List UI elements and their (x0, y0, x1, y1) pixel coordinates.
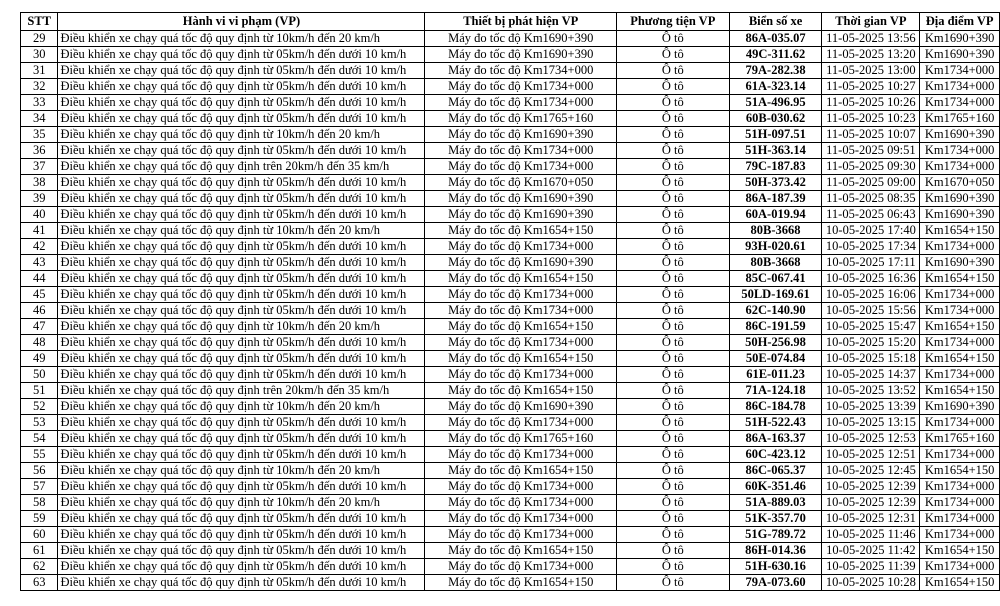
table-row (21, 175, 1000, 191)
cell-time: 10-05-2025 13:39 (822, 399, 920, 415)
header-stt: STT (21, 13, 58, 31)
cell-stt: 46 (21, 303, 58, 319)
cell-time: 11-05-2025 06:43 (822, 207, 920, 223)
cell-location: Km1734+000 (920, 511, 1000, 527)
cell-vehicle-type: Ô tô (617, 271, 730, 287)
table-row (21, 479, 1000, 495)
cell-device: Máy đo tốc độ Km1734+000 (425, 495, 617, 511)
cell-stt: 63 (21, 575, 58, 591)
cell-stt: 36 (21, 143, 58, 159)
cell-location: Km1654+150 (920, 383, 1000, 399)
table-row (21, 351, 1000, 367)
table-row (21, 63, 1000, 79)
table-row (21, 335, 1000, 351)
cell-device: Máy đo tốc độ Km1690+390 (425, 207, 617, 223)
cell-violation: Điều khiển xe chạy quá tốc độ quy định từ 05km/h đến dưới 10 km/h (58, 79, 425, 95)
cell-violation: Điều khiển xe chạy quá tốc độ quy định từ 05km/h đến dưới 10 km/h (58, 47, 425, 63)
table-row (21, 223, 1000, 239)
cell-device: Máy đo tốc độ Km1734+000 (425, 479, 617, 495)
violation-table (20, 12, 1000, 591)
cell-vehicle-type: Ô tô (617, 367, 730, 383)
cell-vehicle-type: Ô tô (617, 335, 730, 351)
cell-vehicle-type: Ô tô (617, 79, 730, 95)
cell-device: Máy đo tốc độ Km1734+000 (425, 511, 617, 527)
cell-plate: 51H-630.16 (729, 559, 822, 575)
cell-device: Máy đo tốc độ Km1690+390 (425, 127, 617, 143)
cell-vehicle-type: Ô tô (617, 31, 730, 47)
cell-location: Km1734+000 (920, 447, 1000, 463)
header-plate: Biển số xe (729, 13, 822, 31)
cell-stt: 40 (21, 207, 58, 223)
table-header (21, 13, 1000, 31)
cell-stt: 54 (21, 431, 58, 447)
cell-location: Km1734+000 (920, 287, 1000, 303)
cell-location: Km1690+390 (920, 191, 1000, 207)
cell-violation: Điều khiển xe chạy quá tốc độ quy định từ 05km/h đến dưới 10 km/h (58, 479, 425, 495)
cell-plate: 61A-323.14 (729, 79, 822, 95)
table-row (21, 159, 1000, 175)
cell-vehicle-type: Ô tô (617, 143, 730, 159)
cell-stt: 30 (21, 47, 58, 63)
cell-violation: Điều khiển xe chạy quá tốc độ quy định từ 10km/h đến 20 km/h (58, 399, 425, 415)
cell-time: 10-05-2025 12:39 (822, 479, 920, 495)
table-row (21, 559, 1000, 575)
cell-vehicle-type: Ô tô (617, 527, 730, 543)
cell-stt: 34 (21, 111, 58, 127)
cell-vehicle-type: Ô tô (617, 431, 730, 447)
cell-device: Máy đo tốc độ Km1734+000 (425, 303, 617, 319)
cell-time: 11-05-2025 10:07 (822, 127, 920, 143)
cell-device: Máy đo tốc độ Km1690+390 (425, 191, 617, 207)
cell-violation: Điều khiển xe chạy quá tốc độ quy định từ 05km/h đến dưới 10 km/h (58, 175, 425, 191)
cell-device: Máy đo tốc độ Km1654+150 (425, 463, 617, 479)
cell-device: Máy đo tốc độ Km1690+390 (425, 47, 617, 63)
cell-time: 11-05-2025 09:00 (822, 175, 920, 191)
cell-plate: 86H-014.36 (729, 543, 822, 559)
cell-plate: 50E-074.84 (729, 351, 822, 367)
cell-plate: 86C-184.78 (729, 399, 822, 415)
cell-location: Km1690+390 (920, 127, 1000, 143)
cell-plate: 93H-020.61 (729, 239, 822, 255)
cell-plate: 86C-065.37 (729, 463, 822, 479)
cell-location: Km1654+150 (920, 319, 1000, 335)
cell-stt: 31 (21, 63, 58, 79)
violation-table-container (20, 12, 1000, 591)
cell-violation: Điều khiển xe chạy quá tốc độ quy định từ 05km/h đến dưới 10 km/h (58, 191, 425, 207)
cell-stt: 55 (21, 447, 58, 463)
cell-plate: 60B-030.62 (729, 111, 822, 127)
table-row (21, 143, 1000, 159)
header-device: Thiết bị phát hiện VP (425, 13, 617, 31)
cell-vehicle-type: Ô tô (617, 543, 730, 559)
cell-stt: 48 (21, 335, 58, 351)
cell-vehicle-type: Ô tô (617, 415, 730, 431)
cell-plate: 51H-522.43 (729, 415, 822, 431)
cell-stt: 61 (21, 543, 58, 559)
cell-stt: 56 (21, 463, 58, 479)
cell-stt: 51 (21, 383, 58, 399)
cell-location: Km1690+390 (920, 207, 1000, 223)
cell-vehicle-type: Ô tô (617, 159, 730, 175)
cell-plate: 49C-311.62 (729, 47, 822, 63)
cell-stt: 43 (21, 255, 58, 271)
cell-stt: 60 (21, 527, 58, 543)
cell-vehicle-type: Ô tô (617, 303, 730, 319)
table-row (21, 239, 1000, 255)
cell-plate: 86A-035.07 (729, 31, 822, 47)
cell-stt: 33 (21, 95, 58, 111)
cell-violation: Điều khiển xe chạy quá tốc độ quy định từ 05km/h đến dưới 10 km/h (58, 559, 425, 575)
cell-vehicle-type: Ô tô (617, 255, 730, 271)
cell-vehicle-type: Ô tô (617, 223, 730, 239)
cell-time: 10-05-2025 15:18 (822, 351, 920, 367)
table-row (21, 543, 1000, 559)
cell-plate: 62C-140.90 (729, 303, 822, 319)
cell-violation: Điều khiển xe chạy quá tốc độ quy định từ 05km/h đến dưới 10 km/h (58, 527, 425, 543)
table-row (21, 127, 1000, 143)
table-row (21, 319, 1000, 335)
cell-stt: 52 (21, 399, 58, 415)
cell-location: Km1654+150 (920, 575, 1000, 591)
cell-time: 10-05-2025 12:45 (822, 463, 920, 479)
cell-violation: Điều khiển xe chạy quá tốc độ quy định từ 05km/h đến dưới 10 km/h (58, 207, 425, 223)
cell-vehicle-type: Ô tô (617, 383, 730, 399)
cell-stt: 53 (21, 415, 58, 431)
cell-device: Máy đo tốc độ Km1765+160 (425, 111, 617, 127)
cell-time: 10-05-2025 13:52 (822, 383, 920, 399)
cell-device: Máy đo tốc độ Km1734+000 (425, 79, 617, 95)
cell-vehicle-type: Ô tô (617, 351, 730, 367)
cell-plate: 50H-373.42 (729, 175, 822, 191)
cell-time: 11-05-2025 09:51 (822, 143, 920, 159)
cell-device: Máy đo tốc độ Km1734+000 (425, 527, 617, 543)
cell-vehicle-type: Ô tô (617, 559, 730, 575)
cell-violation: Điều khiển xe chạy quá tốc độ quy định trên 20km/h đến 35 km/h (58, 383, 425, 399)
cell-device: Máy đo tốc độ Km1690+390 (425, 31, 617, 47)
cell-violation: Điều khiển xe chạy quá tốc độ quy định từ 05km/h đến dưới 10 km/h (58, 63, 425, 79)
cell-device: Máy đo tốc độ Km1734+000 (425, 143, 617, 159)
cell-device: Máy đo tốc độ Km1734+000 (425, 559, 617, 575)
cell-plate: 60K-351.46 (729, 479, 822, 495)
table-row (21, 399, 1000, 415)
cell-plate: 51A-889.03 (729, 495, 822, 511)
cell-vehicle-type: Ô tô (617, 319, 730, 335)
cell-device: Máy đo tốc độ Km1734+000 (425, 335, 617, 351)
cell-stt: 50 (21, 367, 58, 383)
cell-vehicle-type: Ô tô (617, 239, 730, 255)
table-row (21, 303, 1000, 319)
cell-stt: 35 (21, 127, 58, 143)
cell-device: Máy đo tốc độ Km1654+150 (425, 223, 617, 239)
table-row (21, 271, 1000, 287)
cell-location: Km1734+000 (920, 303, 1000, 319)
cell-device: Máy đo tốc độ Km1654+150 (425, 319, 617, 335)
cell-stt: 45 (21, 287, 58, 303)
cell-location: Km1734+000 (920, 95, 1000, 111)
cell-plate: 80B-3668 (729, 223, 822, 239)
cell-vehicle-type: Ô tô (617, 495, 730, 511)
header-location: Địa điểm VP (920, 13, 1000, 31)
cell-location: Km1690+390 (920, 399, 1000, 415)
table-row (21, 207, 1000, 223)
cell-plate: 79A-282.38 (729, 63, 822, 79)
table-row (21, 367, 1000, 383)
cell-plate: 50H-256.98 (729, 335, 822, 351)
cell-plate: 51K-357.70 (729, 511, 822, 527)
cell-stt: 62 (21, 559, 58, 575)
table-row (21, 415, 1000, 431)
cell-location: Km1734+000 (920, 79, 1000, 95)
cell-stt: 37 (21, 159, 58, 175)
cell-stt: 44 (21, 271, 58, 287)
cell-vehicle-type: Ô tô (617, 287, 730, 303)
cell-time: 11-05-2025 09:30 (822, 159, 920, 175)
cell-time: 10-05-2025 15:47 (822, 319, 920, 335)
cell-stt: 38 (21, 175, 58, 191)
cell-stt: 47 (21, 319, 58, 335)
cell-violation: Điều khiển xe chạy quá tốc độ quy định từ 05km/h đến dưới 10 km/h (58, 447, 425, 463)
cell-vehicle-type: Ô tô (617, 479, 730, 495)
cell-time: 10-05-2025 10:28 (822, 575, 920, 591)
cell-location: Km1765+160 (920, 431, 1000, 447)
cell-time: 11-05-2025 13:00 (822, 63, 920, 79)
cell-location: Km1654+150 (920, 463, 1000, 479)
cell-plate: 86A-163.37 (729, 431, 822, 447)
cell-violation: Điều khiển xe chạy quá tốc độ quy định từ 05km/h đến dưới 10 km/h (58, 303, 425, 319)
cell-plate: 60C-423.12 (729, 447, 822, 463)
table-row (21, 47, 1000, 63)
cell-device: Máy đo tốc độ Km1734+000 (425, 367, 617, 383)
cell-location: Km1654+150 (920, 223, 1000, 239)
table-row (21, 95, 1000, 111)
cell-location: Km1734+000 (920, 63, 1000, 79)
cell-violation: Điều khiển xe chạy quá tốc độ quy định từ 05km/h đến dưới 10 km/h (58, 239, 425, 255)
cell-time: 10-05-2025 14:37 (822, 367, 920, 383)
cell-location: Km1690+390 (920, 47, 1000, 63)
cell-violation: Điều khiển xe chạy quá tốc độ quy định từ 05km/h đến dưới 10 km/h (58, 111, 425, 127)
table-row (21, 511, 1000, 527)
cell-plate: 51H-363.14 (729, 143, 822, 159)
cell-vehicle-type: Ô tô (617, 175, 730, 191)
cell-violation: Điều khiển xe chạy quá tốc độ quy định từ 05km/h đến dưới 10 km/h (58, 575, 425, 591)
cell-stt: 59 (21, 511, 58, 527)
table-row (21, 383, 1000, 399)
cell-location: Km1670+050 (920, 175, 1000, 191)
cell-plate: 86C-191.59 (729, 319, 822, 335)
cell-plate: 60A-019.94 (729, 207, 822, 223)
cell-violation: Điều khiển xe chạy quá tốc độ quy định trên 20km/h đến 35 km/h (58, 159, 425, 175)
cell-stt: 39 (21, 191, 58, 207)
cell-plate: 50LD-169.61 (729, 287, 822, 303)
cell-time: 10-05-2025 17:11 (822, 255, 920, 271)
cell-violation: Điều khiển xe chạy quá tốc độ quy định từ 05km/h đến dưới 10 km/h (58, 543, 425, 559)
cell-plate: 61E-011.23 (729, 367, 822, 383)
cell-location: Km1734+000 (920, 335, 1000, 351)
cell-vehicle-type: Ô tô (617, 111, 730, 127)
cell-stt: 41 (21, 223, 58, 239)
cell-location: Km1765+160 (920, 111, 1000, 127)
cell-plate: 80B-3668 (729, 255, 822, 271)
cell-vehicle-type: Ô tô (617, 127, 730, 143)
cell-location: Km1654+150 (920, 543, 1000, 559)
header-row (21, 13, 1000, 31)
cell-violation: Điều khiển xe chạy quá tốc độ quy định từ 05km/h đến dưới 10 km/h (58, 431, 425, 447)
table-row (21, 191, 1000, 207)
cell-violation: Điều khiển xe chạy quá tốc độ quy định từ 05km/h đến dưới 10 km/h (58, 287, 425, 303)
cell-stt: 58 (21, 495, 58, 511)
cell-stt: 49 (21, 351, 58, 367)
cell-location: Km1654+150 (920, 271, 1000, 287)
cell-device: Máy đo tốc độ Km1690+390 (425, 399, 617, 415)
cell-time: 11-05-2025 08:35 (822, 191, 920, 207)
cell-violation: Điều khiển xe chạy quá tốc độ quy định từ 05km/h đến dưới 10 km/h (58, 351, 425, 367)
table-row (21, 447, 1000, 463)
cell-time: 10-05-2025 12:31 (822, 511, 920, 527)
table-row (21, 431, 1000, 447)
header-time: Thời gian VP (822, 13, 920, 31)
cell-time: 10-05-2025 12:53 (822, 431, 920, 447)
cell-location: Km1734+000 (920, 495, 1000, 511)
cell-time: 10-05-2025 11:39 (822, 559, 920, 575)
cell-device: Máy đo tốc độ Km1734+000 (425, 447, 617, 463)
table-row (21, 111, 1000, 127)
cell-violation: Điều khiển xe chạy quá tốc độ quy định từ 10km/h đến 20 km/h (58, 463, 425, 479)
cell-location: Km1690+390 (920, 31, 1000, 47)
table-row (21, 527, 1000, 543)
cell-violation: Điều khiển xe chạy quá tốc độ quy định từ 05km/h đến dưới 10 km/h (58, 335, 425, 351)
cell-plate: 51A-496.95 (729, 95, 822, 111)
cell-device: Máy đo tốc độ Km1670+050 (425, 175, 617, 191)
cell-vehicle-type: Ô tô (617, 207, 730, 223)
cell-violation: Điều khiển xe chạy quá tốc độ quy định từ 05km/h đến dưới 10 km/h (58, 255, 425, 271)
cell-device: Máy đo tốc độ Km1654+150 (425, 271, 617, 287)
table-row (21, 575, 1000, 591)
cell-time: 10-05-2025 16:06 (822, 287, 920, 303)
table-body (21, 31, 1000, 591)
table-row (21, 495, 1000, 511)
cell-violation: Điều khiển xe chạy quá tốc độ quy định từ 05km/h đến dưới 10 km/h (58, 271, 425, 287)
cell-time: 10-05-2025 16:36 (822, 271, 920, 287)
cell-vehicle-type: Ô tô (617, 511, 730, 527)
cell-time: 10-05-2025 17:34 (822, 239, 920, 255)
cell-violation: Điều khiển xe chạy quá tốc độ quy định từ 10km/h đến 20 km/h (58, 127, 425, 143)
cell-violation: Điều khiển xe chạy quá tốc độ quy định từ 05km/h đến dưới 10 km/h (58, 511, 425, 527)
cell-time: 11-05-2025 10:27 (822, 79, 920, 95)
cell-location: Km1690+390 (920, 255, 1000, 271)
cell-vehicle-type: Ô tô (617, 95, 730, 111)
cell-stt: 42 (21, 239, 58, 255)
cell-time: 10-05-2025 12:39 (822, 495, 920, 511)
cell-stt: 57 (21, 479, 58, 495)
table-row (21, 255, 1000, 271)
cell-location: Km1734+000 (920, 415, 1000, 431)
cell-time: 10-05-2025 12:51 (822, 447, 920, 463)
cell-time: 10-05-2025 11:42 (822, 543, 920, 559)
cell-location: Km1734+000 (920, 527, 1000, 543)
cell-vehicle-type: Ô tô (617, 575, 730, 591)
cell-time: 10-05-2025 17:40 (822, 223, 920, 239)
cell-vehicle-type: Ô tô (617, 47, 730, 63)
cell-plate: 86A-187.39 (729, 191, 822, 207)
cell-vehicle-type: Ô tô (617, 63, 730, 79)
cell-time: 11-05-2025 13:20 (822, 47, 920, 63)
cell-violation: Điều khiển xe chạy quá tốc độ quy định từ 10km/h đến 20 km/h (58, 495, 425, 511)
cell-time: 10-05-2025 15:56 (822, 303, 920, 319)
cell-device: Máy đo tốc độ Km1654+150 (425, 351, 617, 367)
cell-device: Máy đo tốc độ Km1734+000 (425, 239, 617, 255)
cell-location: Km1734+000 (920, 159, 1000, 175)
table-row (21, 79, 1000, 95)
cell-location: Km1734+000 (920, 239, 1000, 255)
cell-device: Máy đo tốc độ Km1654+150 (425, 575, 617, 591)
cell-time: 11-05-2025 10:23 (822, 111, 920, 127)
cell-device: Máy đo tốc độ Km1654+150 (425, 383, 617, 399)
cell-device: Máy đo tốc độ Km1734+000 (425, 287, 617, 303)
cell-location: Km1734+000 (920, 479, 1000, 495)
cell-violation: Điều khiển xe chạy quá tốc độ quy định từ 05km/h đến dưới 10 km/h (58, 95, 425, 111)
cell-plate: 71A-124.18 (729, 383, 822, 399)
cell-plate: 51G-789.72 (729, 527, 822, 543)
cell-violation: Điều khiển xe chạy quá tốc độ quy định từ 05km/h đến dưới 10 km/h (58, 367, 425, 383)
cell-time: 11-05-2025 10:26 (822, 95, 920, 111)
cell-violation: Điều khiển xe chạy quá tốc độ quy định từ 10km/h đến 20 km/h (58, 223, 425, 239)
cell-plate: 79A-073.60 (729, 575, 822, 591)
cell-location: Km1734+000 (920, 367, 1000, 383)
cell-device: Máy đo tốc độ Km1734+000 (425, 63, 617, 79)
cell-stt: 29 (21, 31, 58, 47)
cell-stt: 32 (21, 79, 58, 95)
table-row (21, 31, 1000, 47)
cell-vehicle-type: Ô tô (617, 447, 730, 463)
cell-device: Máy đo tốc độ Km1765+160 (425, 431, 617, 447)
cell-device: Máy đo tốc độ Km1734+000 (425, 95, 617, 111)
cell-time: 10-05-2025 11:46 (822, 527, 920, 543)
cell-device: Máy đo tốc độ Km1654+150 (425, 543, 617, 559)
cell-time: 10-05-2025 13:15 (822, 415, 920, 431)
cell-violation: Điều khiển xe chạy quá tốc độ quy định từ 10km/h đến 20 km/h (58, 31, 425, 47)
table-row (21, 287, 1000, 303)
header-violation: Hành vi vi phạm (VP) (58, 13, 425, 31)
cell-device: Máy đo tốc độ Km1690+390 (425, 255, 617, 271)
cell-vehicle-type: Ô tô (617, 399, 730, 415)
cell-violation: Điều khiển xe chạy quá tốc độ quy định từ 10km/h đến 20 km/h (58, 319, 425, 335)
table-row (21, 463, 1000, 479)
cell-violation: Điều khiển xe chạy quá tốc độ quy định từ 05km/h đến dưới 10 km/h (58, 143, 425, 159)
cell-plate: 85C-067.41 (729, 271, 822, 287)
cell-vehicle-type: Ô tô (617, 191, 730, 207)
cell-location: Km1654+150 (920, 351, 1000, 367)
cell-location: Km1734+000 (920, 559, 1000, 575)
cell-device: Máy đo tốc độ Km1734+000 (425, 415, 617, 431)
cell-time: 11-05-2025 13:56 (822, 31, 920, 47)
cell-plate: 79C-187.83 (729, 159, 822, 175)
cell-device: Máy đo tốc độ Km1734+000 (425, 159, 617, 175)
cell-plate: 51H-097.51 (729, 127, 822, 143)
cell-location: Km1734+000 (920, 143, 1000, 159)
cell-violation: Điều khiển xe chạy quá tốc độ quy định từ 05km/h đến dưới 10 km/h (58, 415, 425, 431)
cell-time: 10-05-2025 15:20 (822, 335, 920, 351)
cell-vehicle-type: Ô tô (617, 463, 730, 479)
header-vehicle-type: Phương tiện VP (617, 13, 730, 31)
